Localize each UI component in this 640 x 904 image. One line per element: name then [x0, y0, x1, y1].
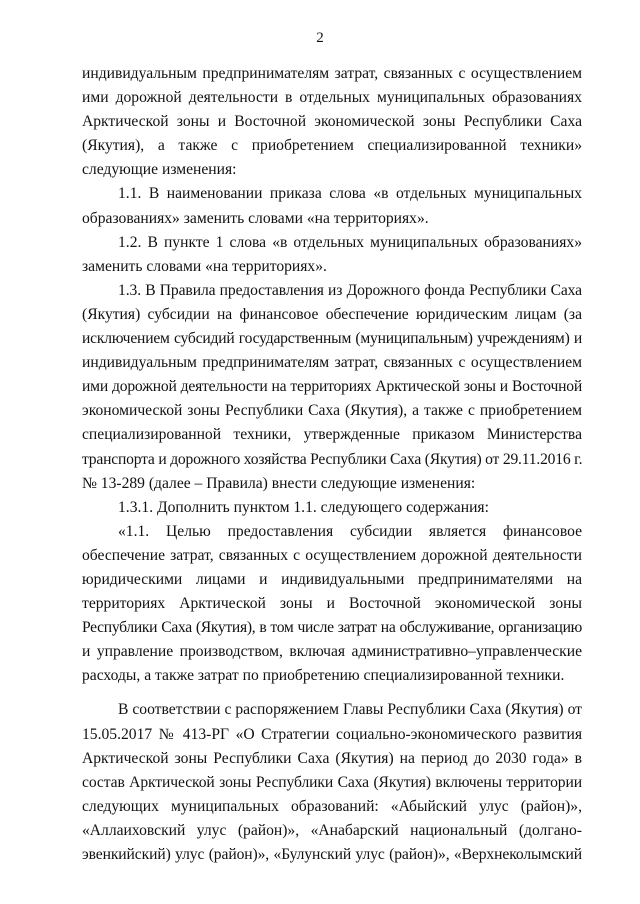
- text-line: 15.05.2017 № 413-РГ «О Стратегии социально-экономического развития: [82, 725, 582, 743]
- text-line: исключением субсидий государственным (муниципальным) учреждениям) и: [82, 330, 582, 348]
- text-line: следующих муниципальных образований: «Абыйский улус (район)»,: [82, 797, 582, 815]
- text-line: 1.3. В Правила предоставления из Дорожного фонда Республики Саха: [118, 281, 582, 299]
- text-line: специализированной техники, утвержденные приказом Министерства: [82, 426, 582, 444]
- text-line: № 13-289 (далее – Правила) внести следующие изменения:: [82, 474, 476, 492]
- page-number: 2: [316, 30, 324, 46]
- text-line: 1.1. В наименовании приказа слова «в отдельных муниципальных: [118, 185, 582, 203]
- text-line: экономической зоны Республики Саха (Якутия), а также с приобретением: [82, 402, 582, 420]
- text-line: ими дорожной деятельности на территориях Арктической зоны и Восточной: [82, 378, 582, 396]
- text-line: состав Арктической зоны Республики Саха (Якутия) включены территории: [82, 773, 582, 791]
- text-line: «Аллаиховский улус (район)», «Анабарский национальный (долгано-: [82, 821, 582, 839]
- text-line: «1.1. Целью предоставления субсидии является финансовое: [118, 522, 582, 540]
- text-line: обеспечение затрат, связанных с осуществлением дорожной деятельности: [82, 546, 582, 564]
- text-line: В соответствии с распоряжением Главы Республики Саха (Якутия) от: [118, 701, 582, 719]
- text-line: ими дорожной деятельности в отдельных муниципальных образованиях: [82, 89, 582, 107]
- text-line: 1.2. В пункте 1 слова «в отдельных муниципальных образованиях»: [118, 233, 582, 251]
- text-line: Республики Саха (Якутия), в том числе затрат на обслуживание, организацию: [82, 619, 582, 637]
- text-line: эвенкийский) улус (район)», «Булунский улус (район)», «Верхнеколымский: [82, 846, 582, 863]
- text-line: и управление производством, включая административно–управленческие: [82, 643, 582, 661]
- text-line: (Якутия), а также с приобретением специализированной техники»: [82, 137, 582, 155]
- text-line: образованиях» заменить словами «на территориях».: [82, 209, 429, 227]
- text-line: индивидуальным предпринимателям затрат, связанных с осуществлением: [82, 65, 582, 82]
- text-line: расходы, а также затрат по приобретению специализированной техники.: [82, 667, 565, 685]
- text-line: индивидуальным предпринимателям затрат, связанных с осуществлением: [82, 354, 582, 372]
- text-line: юридическими лицами и индивидуальными предпринимателями на: [82, 570, 582, 588]
- text-line: территориях Арктической зоны и Восточной экономической зоны: [82, 595, 582, 613]
- text-line: Арктической зоны и Восточной экономической зоны Республики Саха: [82, 113, 582, 131]
- text-line: (Якутия) субсидии на финансовое обеспечение юридическим лицам (за: [82, 305, 582, 323]
- text-line: 1.3.1. Дополнить пунктом 1.1. следующего содержания:: [118, 498, 489, 516]
- text-line: Арктической зоны Республики Саха (Якутия) на период до 2030 года» в: [82, 749, 582, 767]
- paragraph-gap: [82, 688, 582, 698]
- text-line: следующие изменения:: [82, 161, 237, 179]
- document-body: [82, 62, 582, 867]
- text-line: заменить словами «на территориях».: [82, 257, 327, 275]
- text-line: транспорта и дорожного хозяйства Республики Саха (Якутия) от 29.11.2016 г.: [82, 450, 582, 468]
